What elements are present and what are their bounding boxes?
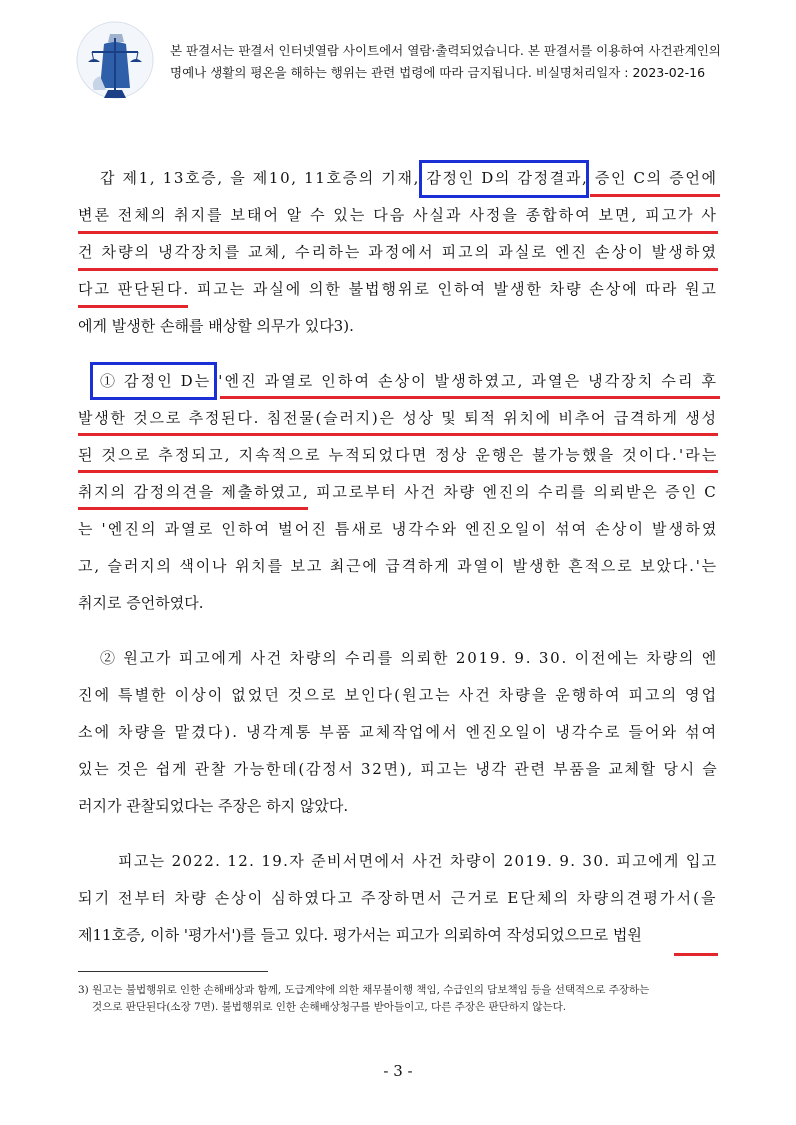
text-line: 소에 차량을 맡겼다). 냉각계통 부품 교체작업에서 엔진오일이 냉각수로 들어와 섞여: [78, 723, 719, 741]
underline-annotation: [78, 433, 718, 436]
copyright-notice: [170, 40, 721, 84]
underline-annotation: [674, 953, 718, 956]
text-line: ② 원고가 피고에게 사건 차량의 수리를 의뢰한 2019. 9. 30. 이전에는 차량의 엔: [100, 649, 719, 667]
text-line: 제11호증, 이하 '평가서')를 들고 있다. 평가서는 피고가 의뢰하여 작성되었으므로 법원: [78, 926, 642, 944]
underline-annotation: [590, 194, 720, 197]
document-header: [0, 0, 796, 110]
highlight-box-appraisal-result: [419, 160, 589, 198]
underline-annotation: [78, 268, 718, 271]
text-line: 에게 발생한 손해를 배상할 의무가 있다3).: [78, 317, 354, 335]
notice-line-1: 본 판결서는 판결서 인터넷열람 사이트에서 열람·출력되었습니다. 본 판결서를 이용하여 사건관계인의: [170, 43, 721, 58]
text-line: 된 것으로 추정되고, 지속적으로 누적되었다면 정상 운행은 불가능했을 것이다.'라는: [78, 446, 719, 464]
highlight-box-appraiser-d: [90, 362, 217, 400]
text-line: 피고는 2022. 12. 19.자 준비서면에서 사건 차량이 2019. 9. 30. 피고에게 입고: [118, 852, 718, 870]
text-line: 되기 전부터 차량 손상이 심하였다고 주장하면서 근거로 E단체의 차량의견평가서(을: [78, 889, 718, 907]
text-line: 진에 특별한 이상이 없었던 것으로 보인다(원고는 사건 차량을 운행하여 피고의 영업: [78, 686, 719, 704]
text-line: 러지가 관찰되었다는 주장은 하지 않았다.: [78, 797, 349, 815]
footnote-line-1: 3) 원고는 불법행위로 인한 손해배상과 함께, 도급계약에 의한 채무불이행 책임, 수급인의 담보책임 등을 선택적으로 주장하는: [78, 984, 650, 996]
page-number: - 3 -: [383, 1062, 413, 1080]
text-line: 는 '엔진의 과열로 인하여 벌어진 틈새로 냉각수와 엔진오일이 섞여 손상이 발생하였: [78, 520, 719, 538]
underline-annotation: [220, 396, 720, 399]
text-line: 있는 것은 쉽게 관찰 가능한데(감정서 32면), 피고는 냉각 관련 부품을 교체할 당시 슬: [78, 760, 719, 778]
text-line: 고, 슬러지의 색이나 위치를 보고 최근에 급격하게 과열이 발생한 흔적으로 보았다.'는: [78, 557, 719, 575]
court-seal-logo: [70, 20, 160, 102]
underline-annotation: [78, 231, 718, 234]
footnote-divider: [78, 971, 268, 972]
footnote: [78, 982, 728, 1016]
text-line: 발생한 것으로 추정된다. 침전물(슬러지)은 성상 및 퇴적 위치에 비추어 급격하게 생성: [78, 409, 718, 427]
text-line: 다고 판단된다. 피고는 과실에 의한 불법행위로 인하여 발생한 차량 손상에 따라 원고: [78, 280, 718, 298]
text-line: 취지의 감정의견을 제출하였고, 피고로부터 사건 차량 엔진의 수리를 의뢰받은 증인 C: [78, 483, 718, 501]
notice-line-2: 명예나 생활의 평온을 해하는 행위는 관련 법령에 따라 금지됩니다. 비실명처리일자 : 2023-02-16: [170, 65, 706, 80]
underline-annotation: [78, 470, 718, 473]
text-line: 취지로 증언하였다.: [78, 594, 204, 612]
text-line: 갑 제1, 13호증, 을 제10, 11호증의 기재, 감정인 D의 감정결과, 증인 C의 증언에: [100, 169, 718, 187]
text-line: 변론 전체의 취지를 보태어 알 수 있는 다음 사실과 사정을 종합하여 보면, 피고가 사: [78, 206, 718, 224]
underline-annotation: [78, 305, 188, 308]
text-line: ① 감정인 D는 '엔진 과열로 인하여 손상이 발생하였고, 과열은 냉각장치 수리 후: [100, 372, 719, 390]
text-line: 건 차량의 냉각장치를 교체, 수리하는 과정에서 피고의 과실로 엔진 손상이 발생하였: [78, 243, 719, 261]
footnote-line-2: 것으로 판단된다(소장 7면). 불법행위로 인한 손해배상청구를 받아들이고, 다른 주장은 판단하지 않는다.: [92, 1001, 567, 1013]
underline-annotation: [78, 507, 308, 510]
